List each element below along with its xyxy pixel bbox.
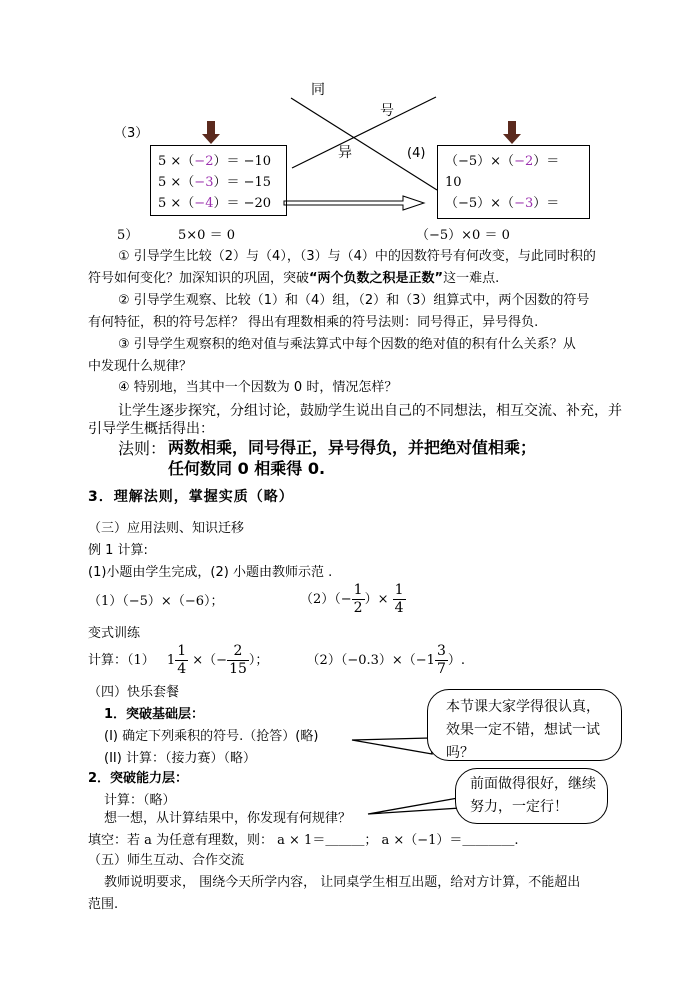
bubble2-line2: 努力，一定行！ [470, 799, 568, 815]
fill-blank: 填空：若 a 为任意有理数，则： a × 1＝＿＿＿； a ×（−1）＝＿＿＿＿. [88, 833, 519, 848]
para1-line1: ① 引导学生比较（2）与（4），（3）与（4）中的因数符号有何改变，与此同时积的 [118, 249, 596, 264]
rule-label: 法则： [118, 439, 167, 458]
think-question: 想一想，从计算结果中，你发现有何规律？ [104, 811, 352, 826]
bubble1-line2: 效果一定不错，想试一试 [446, 722, 600, 738]
section-3-heading: 3．理解法则，掌握实质（略） [88, 489, 294, 505]
para3-line1: ③ 引导学生观察积的绝对值与乘法算式中每个因数的绝对值的积有什么关系？从 [118, 337, 576, 352]
teacher-line2: 范围. [88, 897, 119, 912]
level1-heading: 1．突破基础层： [104, 707, 205, 722]
para5-line1: 让学生逐步探究，分组讨论，鼓励学生说出自己的不同想法，相互交流、补充，并 [118, 403, 622, 419]
fraction-quarter: $\frac{1}{4}$ [394, 582, 404, 616]
para2-line1: ② 引导学生观察、比较（1）和（4）组，（2）和（3）组算式中，两个因数的符号 [118, 293, 590, 308]
teacher-line1: 教师说明要求， 围绕今天所学内容， 让同桌学生相互出题，给对方计算，不能超出 [104, 875, 581, 890]
example1-note: (1)小题由学生完成，(2) 小题由教师示范 . [88, 565, 333, 580]
section-happy-heading: （四）快乐套餐 [88, 685, 180, 700]
mixed-fraction-2: $\frac{3}{7}$ [436, 643, 446, 677]
para3-line2: 中发现什么规律？ [88, 359, 193, 374]
level1-item-i: (I) 确定下列乘积的符号.（抢答）(略) [104, 729, 319, 744]
example1-part1: （1）（−5）×（−6）； [88, 594, 224, 609]
box4-row-2: 10 [445, 175, 462, 190]
para2-line2: 有何特征，积的符号怎样？ 得出有理数相乘的符号法则：同号得正，异号得负. [88, 315, 539, 330]
eq-group-6: （−5）×0 ＝ 0 [416, 228, 510, 243]
bubble2-line1: 前面做得很好，继续 [470, 776, 596, 792]
level2-calc: 计算：（略） [104, 793, 176, 808]
label-hao: 号 [380, 103, 394, 119]
box4-row-1: （−5）×（−2）＝ [445, 154, 560, 169]
box3-row-2: 5 ×（−3）＝ −15 [158, 175, 272, 190]
para5-line2: 引导学生概括得出： [88, 421, 214, 437]
label-group-3: （3） [114, 126, 149, 141]
variant-calc: 计算：（1） 1 $\frac{1}{4}$ ×（− $\frac{2}{15}$ ）； （2）（−0.3）×（−1 $\frac{3}{7}$ ）. [88, 643, 466, 677]
para4: ④ 特别地，当其中一个因数为 0 时，情况怎样？ [118, 380, 398, 395]
label-tong: 同 [311, 82, 325, 98]
rule-line1: 两数相乘，同号得正，异号得负，并把绝对值相乘； [168, 438, 537, 457]
section-interact-heading: （五）师生互动、合作交流 [88, 853, 245, 868]
level2-heading: 2．突破能力层： [88, 771, 189, 786]
fraction-half: $\frac{1}{2}$ [353, 582, 363, 616]
box4-row-3: （−5）×（−3）＝ [445, 196, 560, 211]
eq-group-5: 5×0 ＝ 0 [178, 228, 235, 243]
example1-part2: （2）（− $\frac{1}{2}$ ）× $\frac{1}{4}$ [300, 582, 404, 616]
bubble1-line3: 吗？ [446, 745, 474, 761]
variant-heading: 变式训练 [88, 626, 141, 641]
box3-row-3: 5 ×（−4）＝ −20 [158, 196, 272, 211]
rule-line2: 任何数同 0 相乘得 0. [168, 459, 326, 478]
bubble1-line1: 本节课大家学得很认真， [446, 699, 600, 715]
speech-bubble-1 [427, 689, 622, 761]
fraction-2-15: $\frac{2}{15}$ [229, 643, 247, 677]
label-yi: 异 [338, 145, 352, 161]
section-apply-heading: （三）应用法则、知识迁移 [88, 521, 245, 536]
box3-row-1: 5 ×（−2）＝ −10 [158, 154, 272, 169]
label-group-4: (4) [407, 146, 426, 161]
para1-line2: 符号如何变化？加深知识的巩固，突破“两个负数之积是正数”这一难点. [88, 271, 500, 286]
label-group-5: 5） [117, 228, 139, 243]
example1-heading: 例 1 计算: [88, 543, 148, 558]
bubble2-tail-icon [368, 798, 460, 814]
mixed-fraction-1: $\frac{1}{4}$ [177, 643, 187, 677]
speech-bubble-2 [455, 768, 608, 824]
bubble1-tail-icon [352, 738, 432, 754]
level1-item-ii: (II) 计算：（接力赛）（略） [104, 751, 256, 766]
